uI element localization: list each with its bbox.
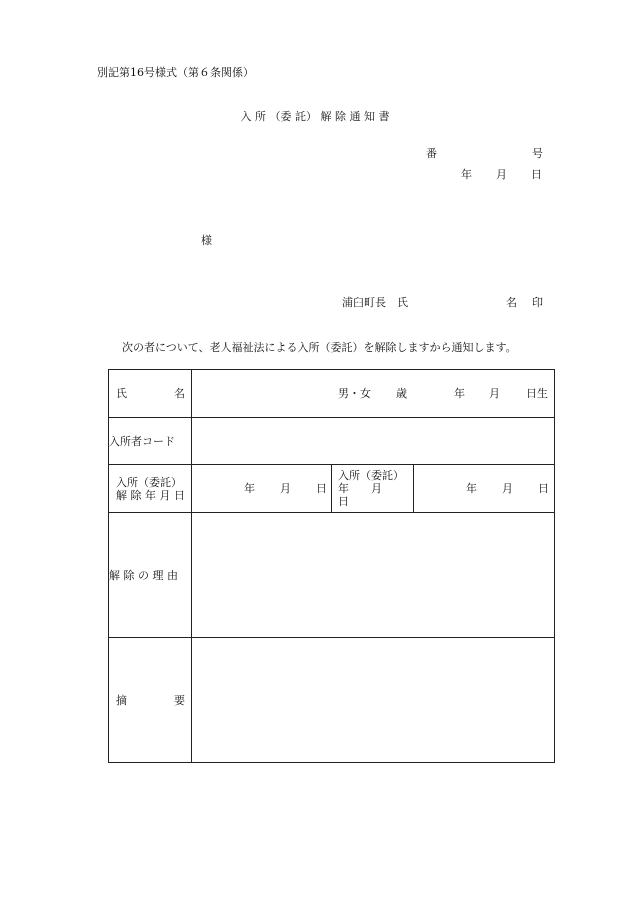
admission-year: 年 — [466, 482, 477, 495]
form-reference: 別記第16号様式（第６条関係） — [97, 66, 254, 79]
release-date-cell[interactable] — [192, 465, 332, 513]
row-name — [109, 370, 555, 418]
release-form-table — [108, 369, 555, 763]
summary-value-cell[interactable] — [192, 638, 555, 763]
date-month: 月 — [496, 168, 507, 181]
row-code — [109, 418, 555, 465]
admission-day: 日 — [538, 482, 549, 495]
code-value-cell[interactable] — [192, 418, 555, 465]
row-reason — [109, 513, 555, 638]
birth-day: 日生 — [526, 387, 548, 400]
date-day: 日 — [531, 168, 542, 181]
name-value-cell[interactable] — [192, 370, 555, 418]
code-label: 入所者コード — [109, 418, 192, 465]
sender-name-char: 名 — [506, 296, 517, 309]
birth-month: 月 — [489, 387, 500, 400]
number-suffix: 号 — [532, 147, 543, 160]
number-char: 番 — [426, 147, 437, 160]
name-label-right: 名 — [174, 387, 185, 400]
age-unit: 歳 — [396, 387, 407, 400]
admission-label-cell — [332, 465, 414, 513]
release-label-cell — [109, 465, 192, 513]
summary-label-left: 摘 — [116, 693, 127, 707]
reason-label: 解 除 の 理 由 — [109, 513, 192, 638]
release-day: 日 — [316, 482, 327, 495]
admission-label-line2: 年 月 日 — [338, 482, 404, 508]
document-title: 入 所 （委 託） 解 除 通 知 書 — [240, 110, 390, 123]
gender-field[interactable]: 男・女 — [338, 387, 371, 400]
recipient-suffix: 様 — [201, 234, 212, 247]
admission-date-cell[interactable] — [414, 465, 555, 513]
birth-year: 年 — [454, 387, 465, 400]
admission-label-line1: 入所（委託） — [338, 469, 404, 482]
seal-mark: 印 — [532, 296, 543, 309]
document-number — [426, 147, 543, 160]
release-label-line2: 解 除 年 月 日 — [116, 488, 185, 502]
row-dates — [109, 465, 555, 513]
admission-month: 月 — [502, 482, 513, 495]
name-label-left: 氏 — [116, 387, 127, 400]
summary-label-right: 要 — [174, 693, 185, 707]
release-month: 月 — [280, 482, 291, 495]
date-year: 年 — [461, 168, 472, 181]
name-label-cell — [109, 370, 192, 418]
summary-label-cell — [109, 638, 192, 763]
reason-value-cell[interactable] — [192, 513, 555, 638]
row-summary — [109, 638, 555, 763]
intro-text: 次の者について、老人福祉法による入所（委託）を解除しますから通知します。 — [122, 341, 517, 354]
sender-title: 浦臼町長 氏 — [342, 296, 408, 309]
release-label-line1: 入所（委託） — [116, 475, 182, 489]
release-year: 年 — [244, 482, 255, 495]
